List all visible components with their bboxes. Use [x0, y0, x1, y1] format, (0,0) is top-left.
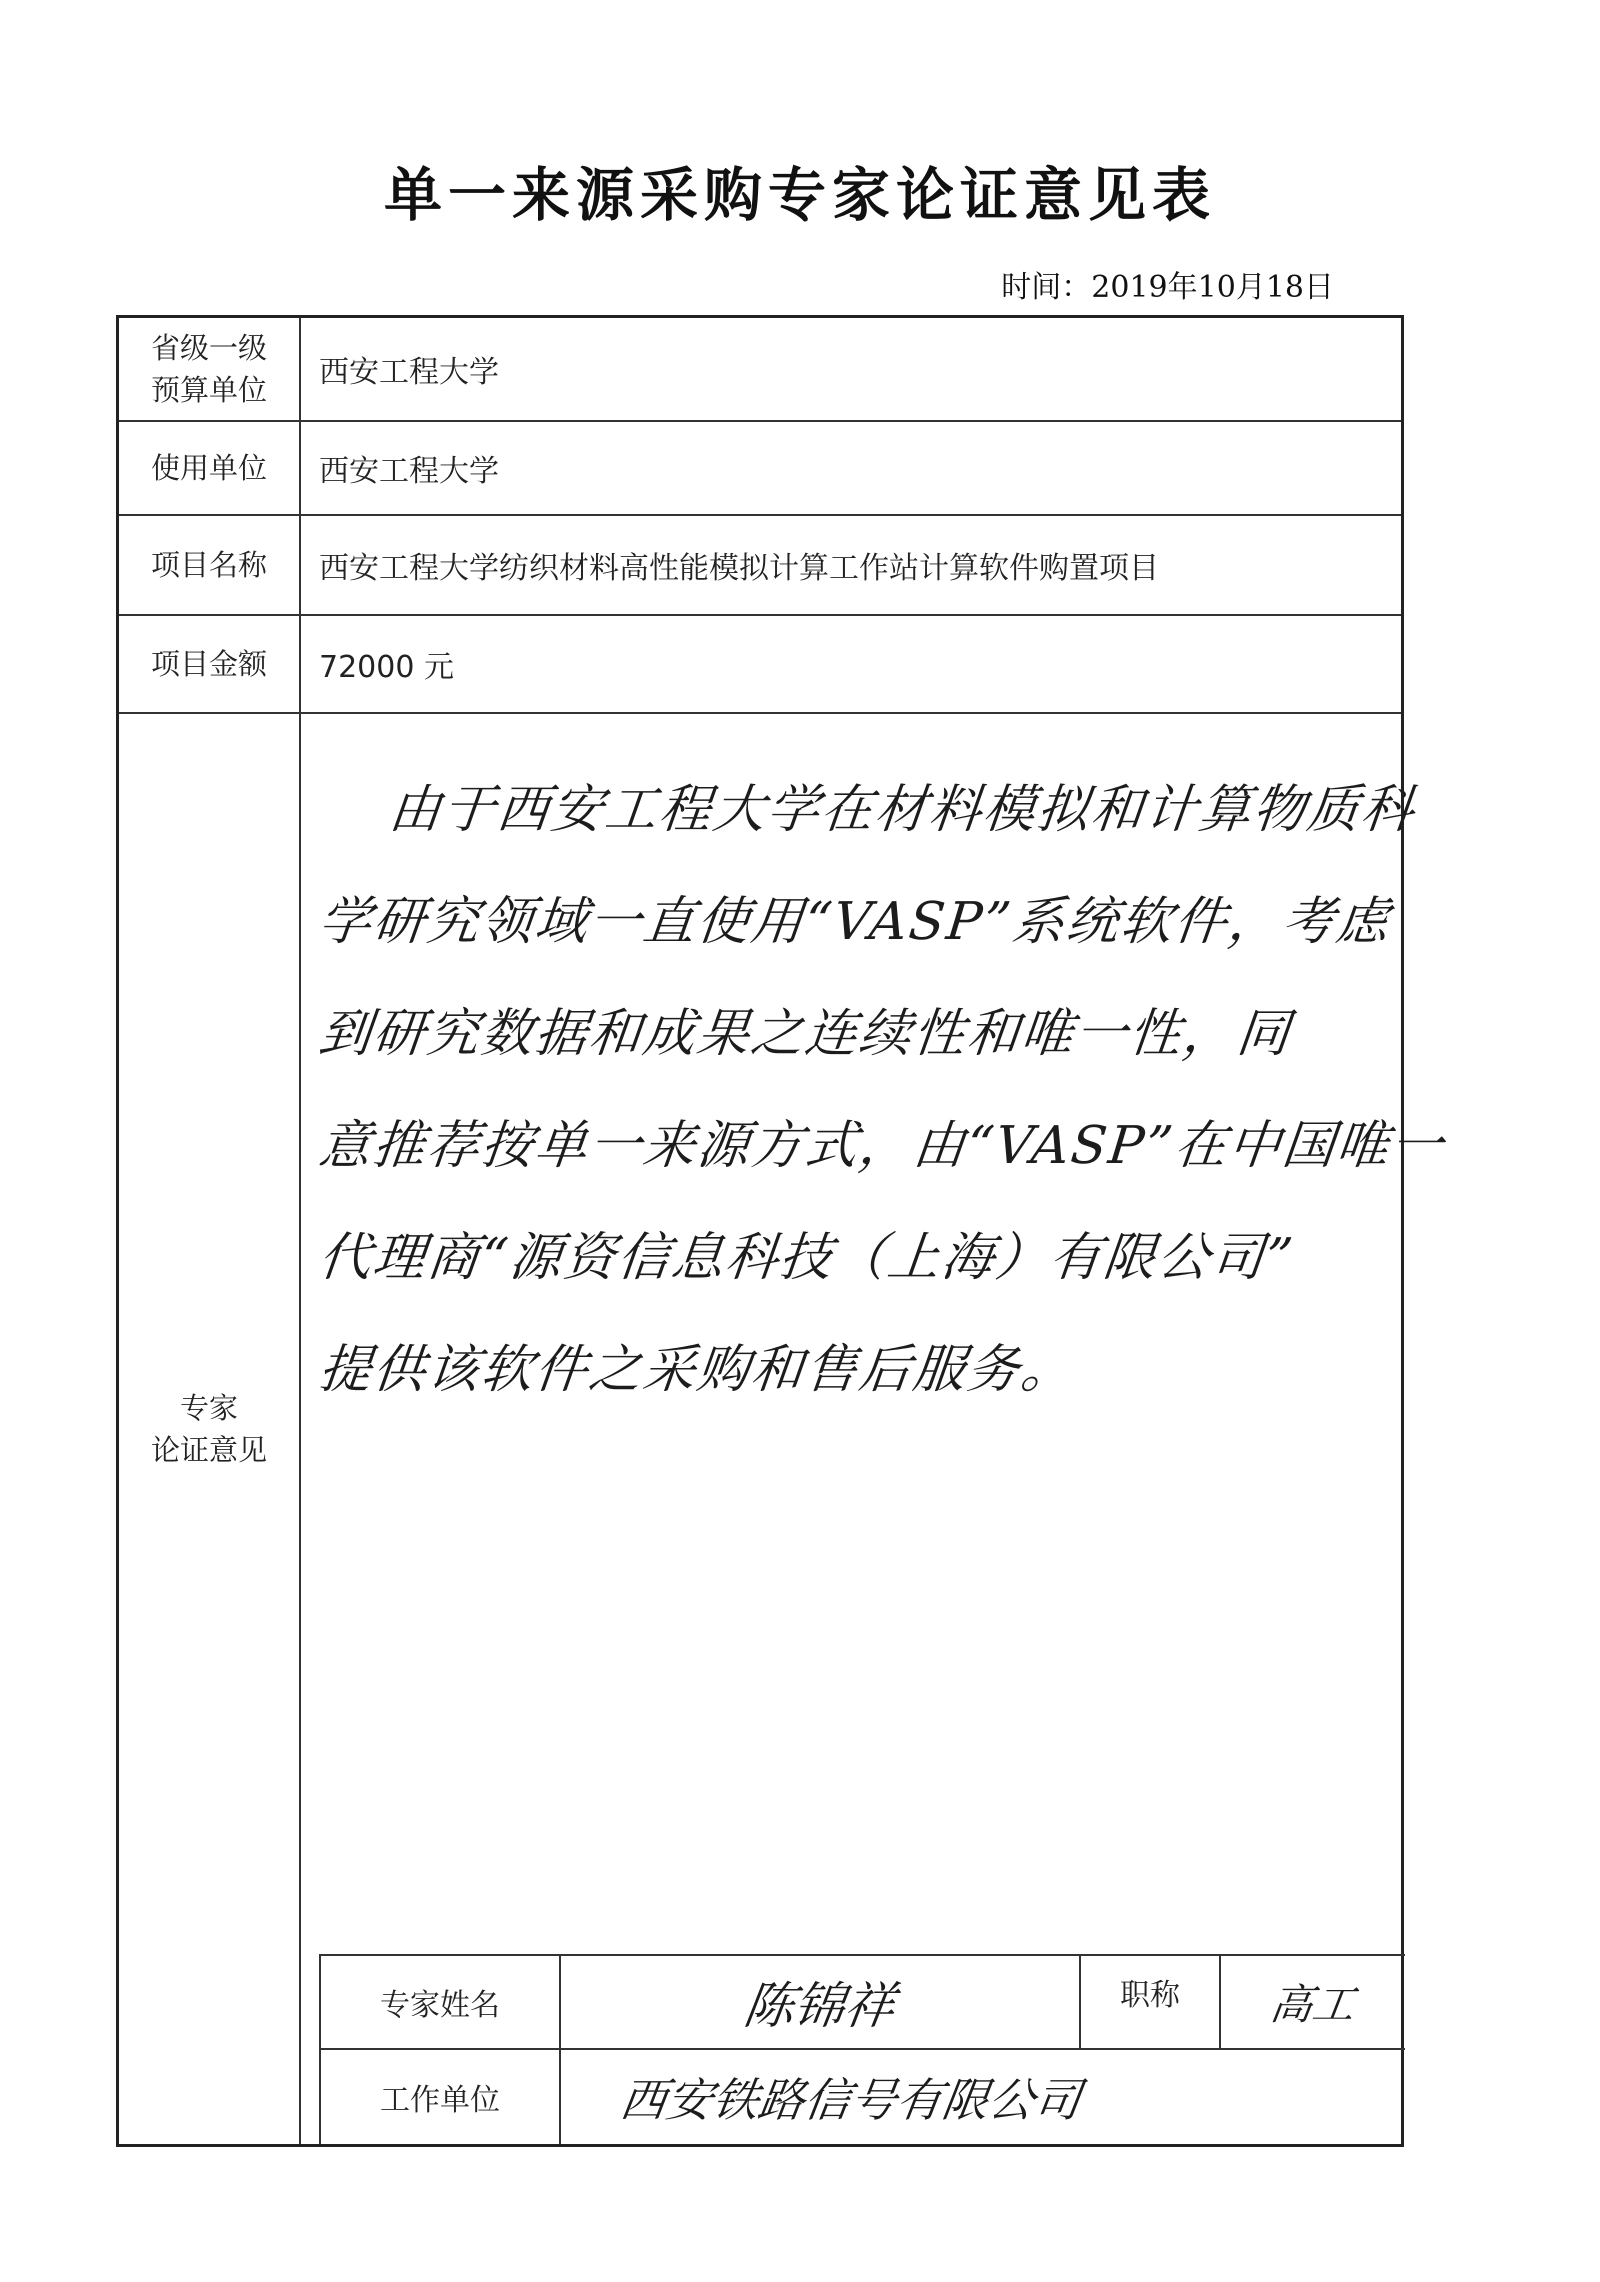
handwritten-line: 意推荐按单一来源方式，由“VASP”在中国唯一 [315, 1116, 1448, 1176]
expert-opinion-label-line1: 专家 [179, 1391, 238, 1425]
project-name-value: 西安工程大学纺织材料高性能模拟计算工作站计算软件购置项目 [319, 551, 1159, 586]
project-amount-value: 72000 元 [319, 650, 454, 685]
work-unit-value [561, 2050, 1405, 2144]
budget-unit-value: 西安工程大学 [319, 355, 499, 390]
row-expert-name [319, 1954, 1405, 2048]
handwritten-line: 提供该软件之采购和售后服务。 [315, 1340, 1079, 1400]
using-unit-value: 西安工程大学 [319, 454, 499, 489]
page-title: 单一来源采购专家论证意见表 [383, 161, 1216, 229]
row-project-amount [119, 616, 1401, 714]
expert-opinion-area [315, 714, 1448, 2144]
expert-opinion-label-line2: 论证意见 [150, 1433, 267, 1467]
row-project-name [119, 516, 1401, 616]
handwritten-line: 学研究领域一直使用“VASP”系统软件，考虑 [315, 892, 1394, 952]
expert-title-handwritten: 高工 [1267, 1980, 1359, 2029]
handwritten-opinion [315, 754, 1448, 1754]
budget-unit-label [119, 318, 301, 420]
work-unit-handwritten: 西安铁路信号有限公司 [616, 2073, 1085, 2127]
expert-title-value [1221, 1956, 1405, 2048]
budget-unit-label-line1: 省级一级 [150, 331, 267, 365]
row-using-unit [119, 422, 1401, 516]
work-unit-label: 工作单位 [321, 2050, 561, 2144]
handwritten-line: 到研究数据和成果之连续性和唯一性，同 [315, 1004, 1295, 1064]
row-budget-unit [119, 318, 1401, 422]
expert-name-label: 专家姓名 [321, 1956, 561, 2048]
document-date: 时间：2019年10月18日 [1001, 270, 1334, 305]
row-work-unit [319, 2048, 1405, 2144]
budget-unit-label-line2: 预算单位 [150, 373, 267, 407]
using-unit-label: 使用单位 [119, 422, 301, 514]
form-table [116, 315, 1448, 2147]
expert-title-label: 职称 [1081, 1956, 1221, 2048]
project-amount-label: 项目金额 [119, 616, 301, 712]
handwritten-line: 由于西安工程大学在材料模拟和计算物质科 [385, 780, 1419, 840]
expert-opinion-label [119, 714, 301, 2144]
expert-name-value [561, 1956, 1081, 2048]
project-name-label: 项目名称 [119, 516, 301, 614]
handwritten-line: 代理商“源资信息科技（上海）有限公司” [315, 1228, 1298, 1288]
expert-signature: 陈锦祥 [740, 1977, 899, 2035]
row-expert-opinion [119, 714, 1448, 2144]
